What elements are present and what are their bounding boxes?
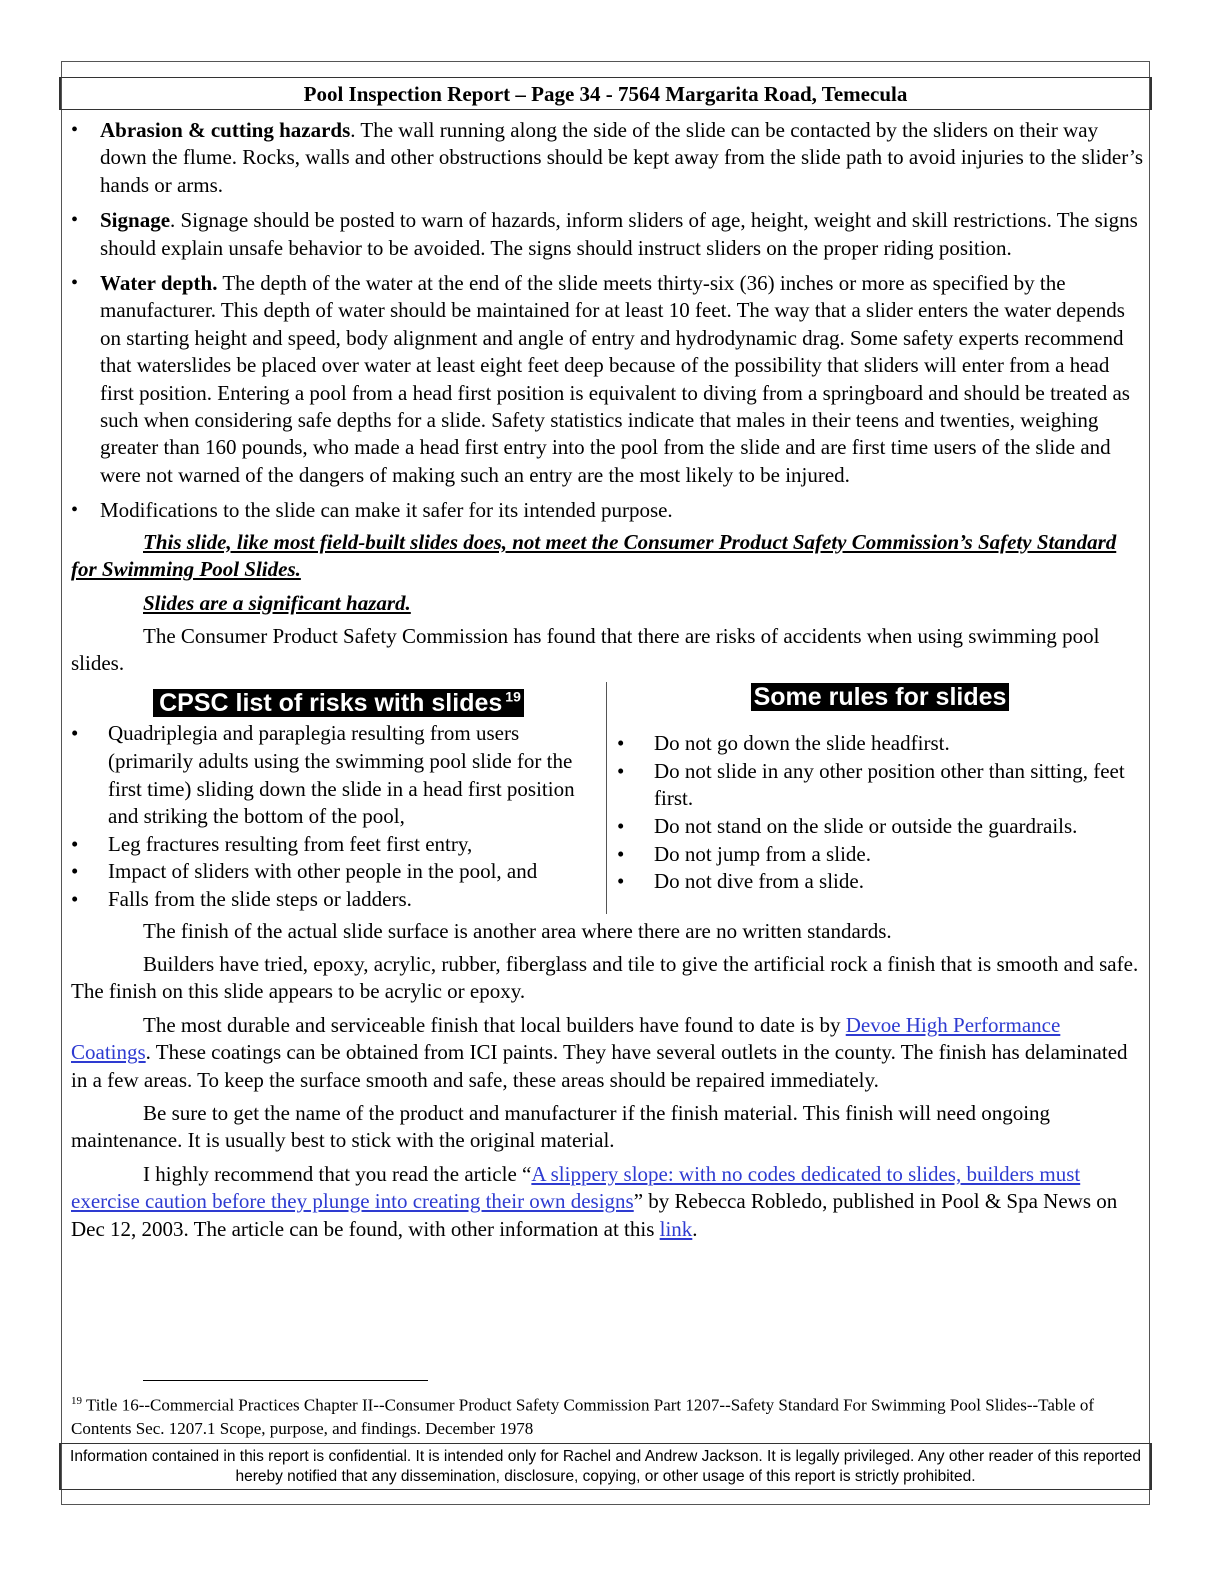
footnote xyxy=(71,1390,1143,1440)
paragraph-text: I highly recommend that you read the article “ xyxy=(143,1161,532,1186)
footnote-separator xyxy=(143,1380,428,1381)
devoe-coatings-link[interactable]: Devoe High Performance Coatings xyxy=(71,1012,1061,1065)
bullet-term: Water depth. xyxy=(100,271,218,296)
bullet-text: . The wall running along the side of the slide can be contacted by the sliders on their way down the flume. Rocks, walls and other obstructions should be kept away from the slide path to avoid injuries to the slider’s hands or arms. xyxy=(100,118,1144,197)
footnote-number: 19 xyxy=(71,1395,82,1407)
two-column-lists xyxy=(71,682,1143,914)
list-item: • Quadriplegia and paraplegia resulting from users (primarily adults using the swimming pool slide for the first time) sliding down the slide in a head first position and striking the bottom of the pool, xyxy=(71,720,606,830)
list-item: • Do not dive from a slide. xyxy=(617,868,1143,896)
footnote-ref[interactable]: 19 xyxy=(505,688,521,705)
list-item: • Leg fractures resulting from feet first entry, xyxy=(71,831,606,859)
list-item: • Do not slide in any other position other than sitting, feet first. xyxy=(617,758,1143,813)
paragraph-text: The most durable and serviceable finish that local builders have found to date is by xyxy=(143,1012,846,1037)
bullet-term: Signage xyxy=(100,208,171,233)
confidentiality-text: Information contained in this report is confidential. It is intended only for Rachel and Andrew Jackson. It is legally privileged. Any other reader of this reported hereby notified that any dissemination, disclosure, copying, or other usage of this report is strictly prohibited. xyxy=(70,1448,1141,1485)
recommend-paragraph xyxy=(71,1161,1143,1243)
intro-paragraph: The Consumer Product Safety Commission has found that there are risks of accidents when using swimming pool slides. xyxy=(71,623,1100,676)
list-item-signage xyxy=(71,207,1143,262)
list-item-abrasion xyxy=(71,117,1143,199)
bullet-text: Modifications to the slide can make it safer for its intended purpose. xyxy=(100,498,673,523)
bullet-text: The depth of the water at the end of the slide meets thirty-six (36) inches or more as specified by the manufacturer. This depth of water should be maintained for at least 10 feet. The way that a slider enters the water depends on starting height and speed, body alignment and angle of entry and hydrodynamic drag. Some safety experts recommend that waterslides be placed over water at least eight feet deep because of the possibility that sliders will enter from a head first position. Entering a pool from a head first position is equivalent to diving from a springboard and should be treated as such when considering safe depths for a slide. Safety statistics indicate that males in their teens and twenties, weighing greater than 160 pounds, who made a head first entry into the pool from the slide and are first time users of the slide and were not warned of the dangers of making such an entry are the most likely to be injured. xyxy=(100,271,1130,487)
list-item: • Do not stand on the slide or outside the guardrails. xyxy=(617,813,1143,841)
rules-column xyxy=(607,682,1143,914)
page-header xyxy=(59,77,1152,110)
list-item-modifications xyxy=(71,497,1143,524)
confidentiality-footer xyxy=(59,1443,1152,1490)
rules-list xyxy=(617,730,1143,896)
list-item: • Do not go down the slide headfirst. xyxy=(617,730,1143,758)
builders-paragraph: Builders have tried, epoxy, acrylic, rubber, fiberglass and tile to give the artificial rock a finish that is smooth and safe. The finish on this slide appears to be acrylic or epoxy. xyxy=(71,952,1139,1004)
durable-finish-paragraph xyxy=(71,1012,1143,1094)
rules-heading-text: Some rules for slides xyxy=(751,683,1010,711)
page-content xyxy=(71,117,1143,1249)
paragraph-text: . These coatings can be obtained from ICI paints. They have several outlets in the county. The finish has delaminated in a few areas. To keep the surface smooth and safe, these areas should be repaired immediately. xyxy=(71,1040,1128,1092)
page-title: Pool Inspection Report – Page 34 - 7564 Margarita Road, Temecula xyxy=(303,82,908,106)
risks-heading xyxy=(71,682,606,719)
risks-column xyxy=(71,682,607,914)
list-item: • Falls from the slide steps or ladders. xyxy=(71,886,606,914)
risks-heading-text: CPSC list of risks with slides xyxy=(156,689,505,717)
info-link[interactable]: link xyxy=(659,1216,693,1241)
be-sure-paragraph: Be sure to get the name of the product and manufacturer if the finish material. This finish will need ongoing maintenance. It is usually best to stick with the original material. xyxy=(71,1101,1051,1153)
significant-hazard-statement: Slides are a significant hazard. xyxy=(143,590,411,615)
list-item: • Impact of sliders with other people in the pool, and xyxy=(71,858,606,886)
list-item: • Do not jump from a slide. xyxy=(617,841,1143,869)
bullet-term: Abrasion & cutting hazards xyxy=(100,118,351,142)
footnote-text: Title 16--Commercial Practices Chapter II--Consumer Product Safety Commission Part 1207--Safety Standard For Swimming Pool Slides--Table of Contents Sec. 1207.1 Scope, purpose, and findings. December 1978 xyxy=(71,1395,1095,1438)
rules-heading xyxy=(617,682,1143,712)
risks-list xyxy=(71,720,606,913)
hazard-list xyxy=(71,117,1143,525)
paragraph-text: . xyxy=(692,1216,698,1241)
list-item-water-depth xyxy=(71,270,1143,489)
bullet-text: . Signage should be posted to warn of hazards, inform sliders of age, height, weight and skill restrictions. The signs should explain unsafe behavior to be avoided. The signs should instruct sliders on the proper riding position. xyxy=(100,208,1138,260)
paragraph-text: ” by Rebecca Robledo, published in Pool & Spa News on Dec 12, 2003. The article can be found, with other information at this xyxy=(71,1189,1118,1241)
not-meet-standard-statement: This slide, like most field-built slides does, not meet the Consumer Product Safety Commission’s Safety Standard for Swimming Pool Slides. xyxy=(71,529,1117,582)
article-link[interactable]: A slippery slope: with no codes dedicated to slides, builders must exercise caution before they plunge into creating their own designs xyxy=(71,1161,1081,1214)
finish-standards-paragraph: The finish of the actual slide surface is another area where there are no written standards. xyxy=(143,918,892,943)
